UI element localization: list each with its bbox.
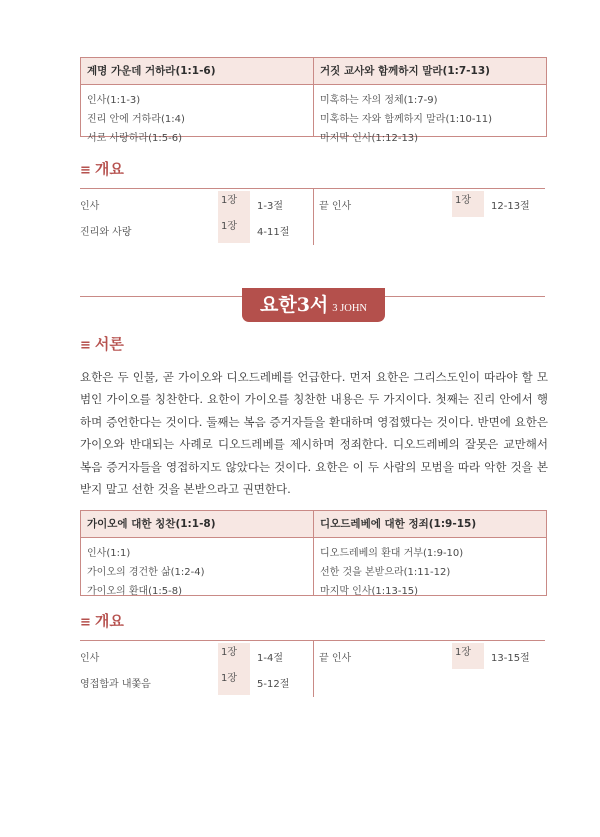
summary-table-2john — [80, 57, 547, 144]
summary-table-header — [81, 58, 546, 85]
summary-left-column — [81, 538, 314, 595]
summary-item: 가이오의 경건한 삶(1:2-4) — [87, 567, 205, 578]
outline-row-verses: 4-11절 — [257, 227, 290, 238]
outline-table-2john — [80, 188, 545, 245]
summary-item: 선한 것을 본받으라(1:11-12) — [320, 567, 451, 578]
summary-table-3john — [80, 510, 547, 596]
outline-heading — [80, 610, 124, 631]
summary-right-header: 거짓 교사와 함께하지 말라(1:7-13) — [320, 65, 490, 77]
outline-heading-text: 개요 — [94, 612, 124, 630]
outline-row-chapter: 1장 — [452, 643, 484, 669]
menu-lines-icon: ≡ — [80, 615, 91, 630]
outline-row-verses: 5-12절 — [257, 679, 290, 690]
outline-row-title: 끝 인사 — [319, 653, 352, 664]
outline-row-verses: 1-3절 — [257, 201, 283, 212]
outline-row-chapter: 1장 — [218, 669, 250, 695]
summary-item: 진리 안에 거하라(1:4) — [87, 114, 185, 125]
book-title-korean: 요한3서 — [259, 294, 329, 316]
outline-row-chapter: 1장 — [452, 191, 484, 217]
outline-row-chapter: 1장 — [218, 217, 250, 243]
summary-table-header — [81, 511, 546, 538]
outline-row — [80, 669, 313, 695]
summary-item: 미혹하는 자의 정체(1:7-9) — [320, 95, 438, 106]
summary-item: 디오드레베의 환대 거부(1:9-10) — [320, 548, 464, 559]
outline-row — [80, 217, 313, 243]
outline-row-chapter: 1장 — [218, 191, 250, 217]
summary-left-column — [81, 85, 314, 144]
summary-item: 인사(1:1-3) — [87, 95, 141, 106]
summary-item: 서로 사랑하라(1:5-6) — [87, 133, 183, 144]
book-title-banner — [242, 288, 385, 322]
outline-row-title: 영접함과 내쫓음 — [80, 679, 151, 690]
outline-row — [80, 643, 313, 669]
outline-row — [314, 191, 545, 217]
intro-heading — [80, 333, 124, 354]
summary-item: 미혹하는 자와 함께하지 말라(1:10-11) — [320, 114, 493, 125]
outline-row-title: 인사 — [80, 653, 100, 664]
outline-heading-text: 개요 — [94, 160, 124, 178]
book-title-english: 3 JOHN — [332, 303, 367, 314]
outline-row-title: 진리와 사랑 — [80, 227, 132, 238]
outline-table-3john — [80, 640, 545, 697]
summary-item: 인사(1:1) — [87, 548, 131, 559]
summary-left-header: 가이오에 대한 칭찬(1:1-8) — [81, 511, 314, 537]
outline-row-verses: 13-15절 — [491, 653, 530, 664]
summary-right-column — [314, 85, 546, 144]
summary-item: 마지막 인사(1:12-13) — [320, 133, 419, 144]
outline-row-title: 끝 인사 — [319, 201, 352, 212]
summary-left-header: 계명 가운데 거하라(1:1-6) — [81, 58, 314, 84]
menu-lines-icon: ≡ — [80, 163, 91, 178]
intro-paragraph: 요한은 두 인물, 곧 가이오와 디오드레베를 언급한다. 먼저 요한은 그리스도인이 따라야 할 모범인 가이오를 칭찬한다. 요한이 가이오를 칭찬한 내용은 두 가지이다. 첫째는 진리 안에서 행하며 증언한다는 것이다. 둘째는 복음 증거자들을 환대하며 영접했다는 것이다. 반면에 요한은 가이오와 반대되는 사례로 디오드레베를 제시하며 정죄한다. 디오드레베의 잘못은 교만해서 복음 증거자들을 영접하지도 않았다는 것이다. 요한은 이 두 사람의 모범을 따라 악한 것을 본받지 말고 선한 것을 본받으라고 권면한다. — [80, 370, 548, 497]
outline-heading — [80, 158, 124, 179]
intro-heading-text: 서론 — [94, 335, 124, 353]
outline-row-title: 인사 — [80, 201, 100, 212]
summary-right-header: 디오드레베에 대한 정죄(1:9-15) — [320, 518, 477, 530]
outline-row-verses: 1-4절 — [257, 653, 283, 664]
outline-row — [314, 643, 545, 669]
outline-row-verses: 12-13절 — [491, 201, 530, 212]
summary-item: 가이오의 환대(1:5-8) — [87, 586, 183, 597]
menu-lines-icon: ≡ — [80, 338, 91, 353]
summary-item: 마지막 인사(1:13-15) — [320, 586, 419, 597]
summary-right-column — [314, 538, 546, 595]
outline-row-chapter: 1장 — [218, 643, 250, 669]
outline-row — [80, 191, 313, 217]
